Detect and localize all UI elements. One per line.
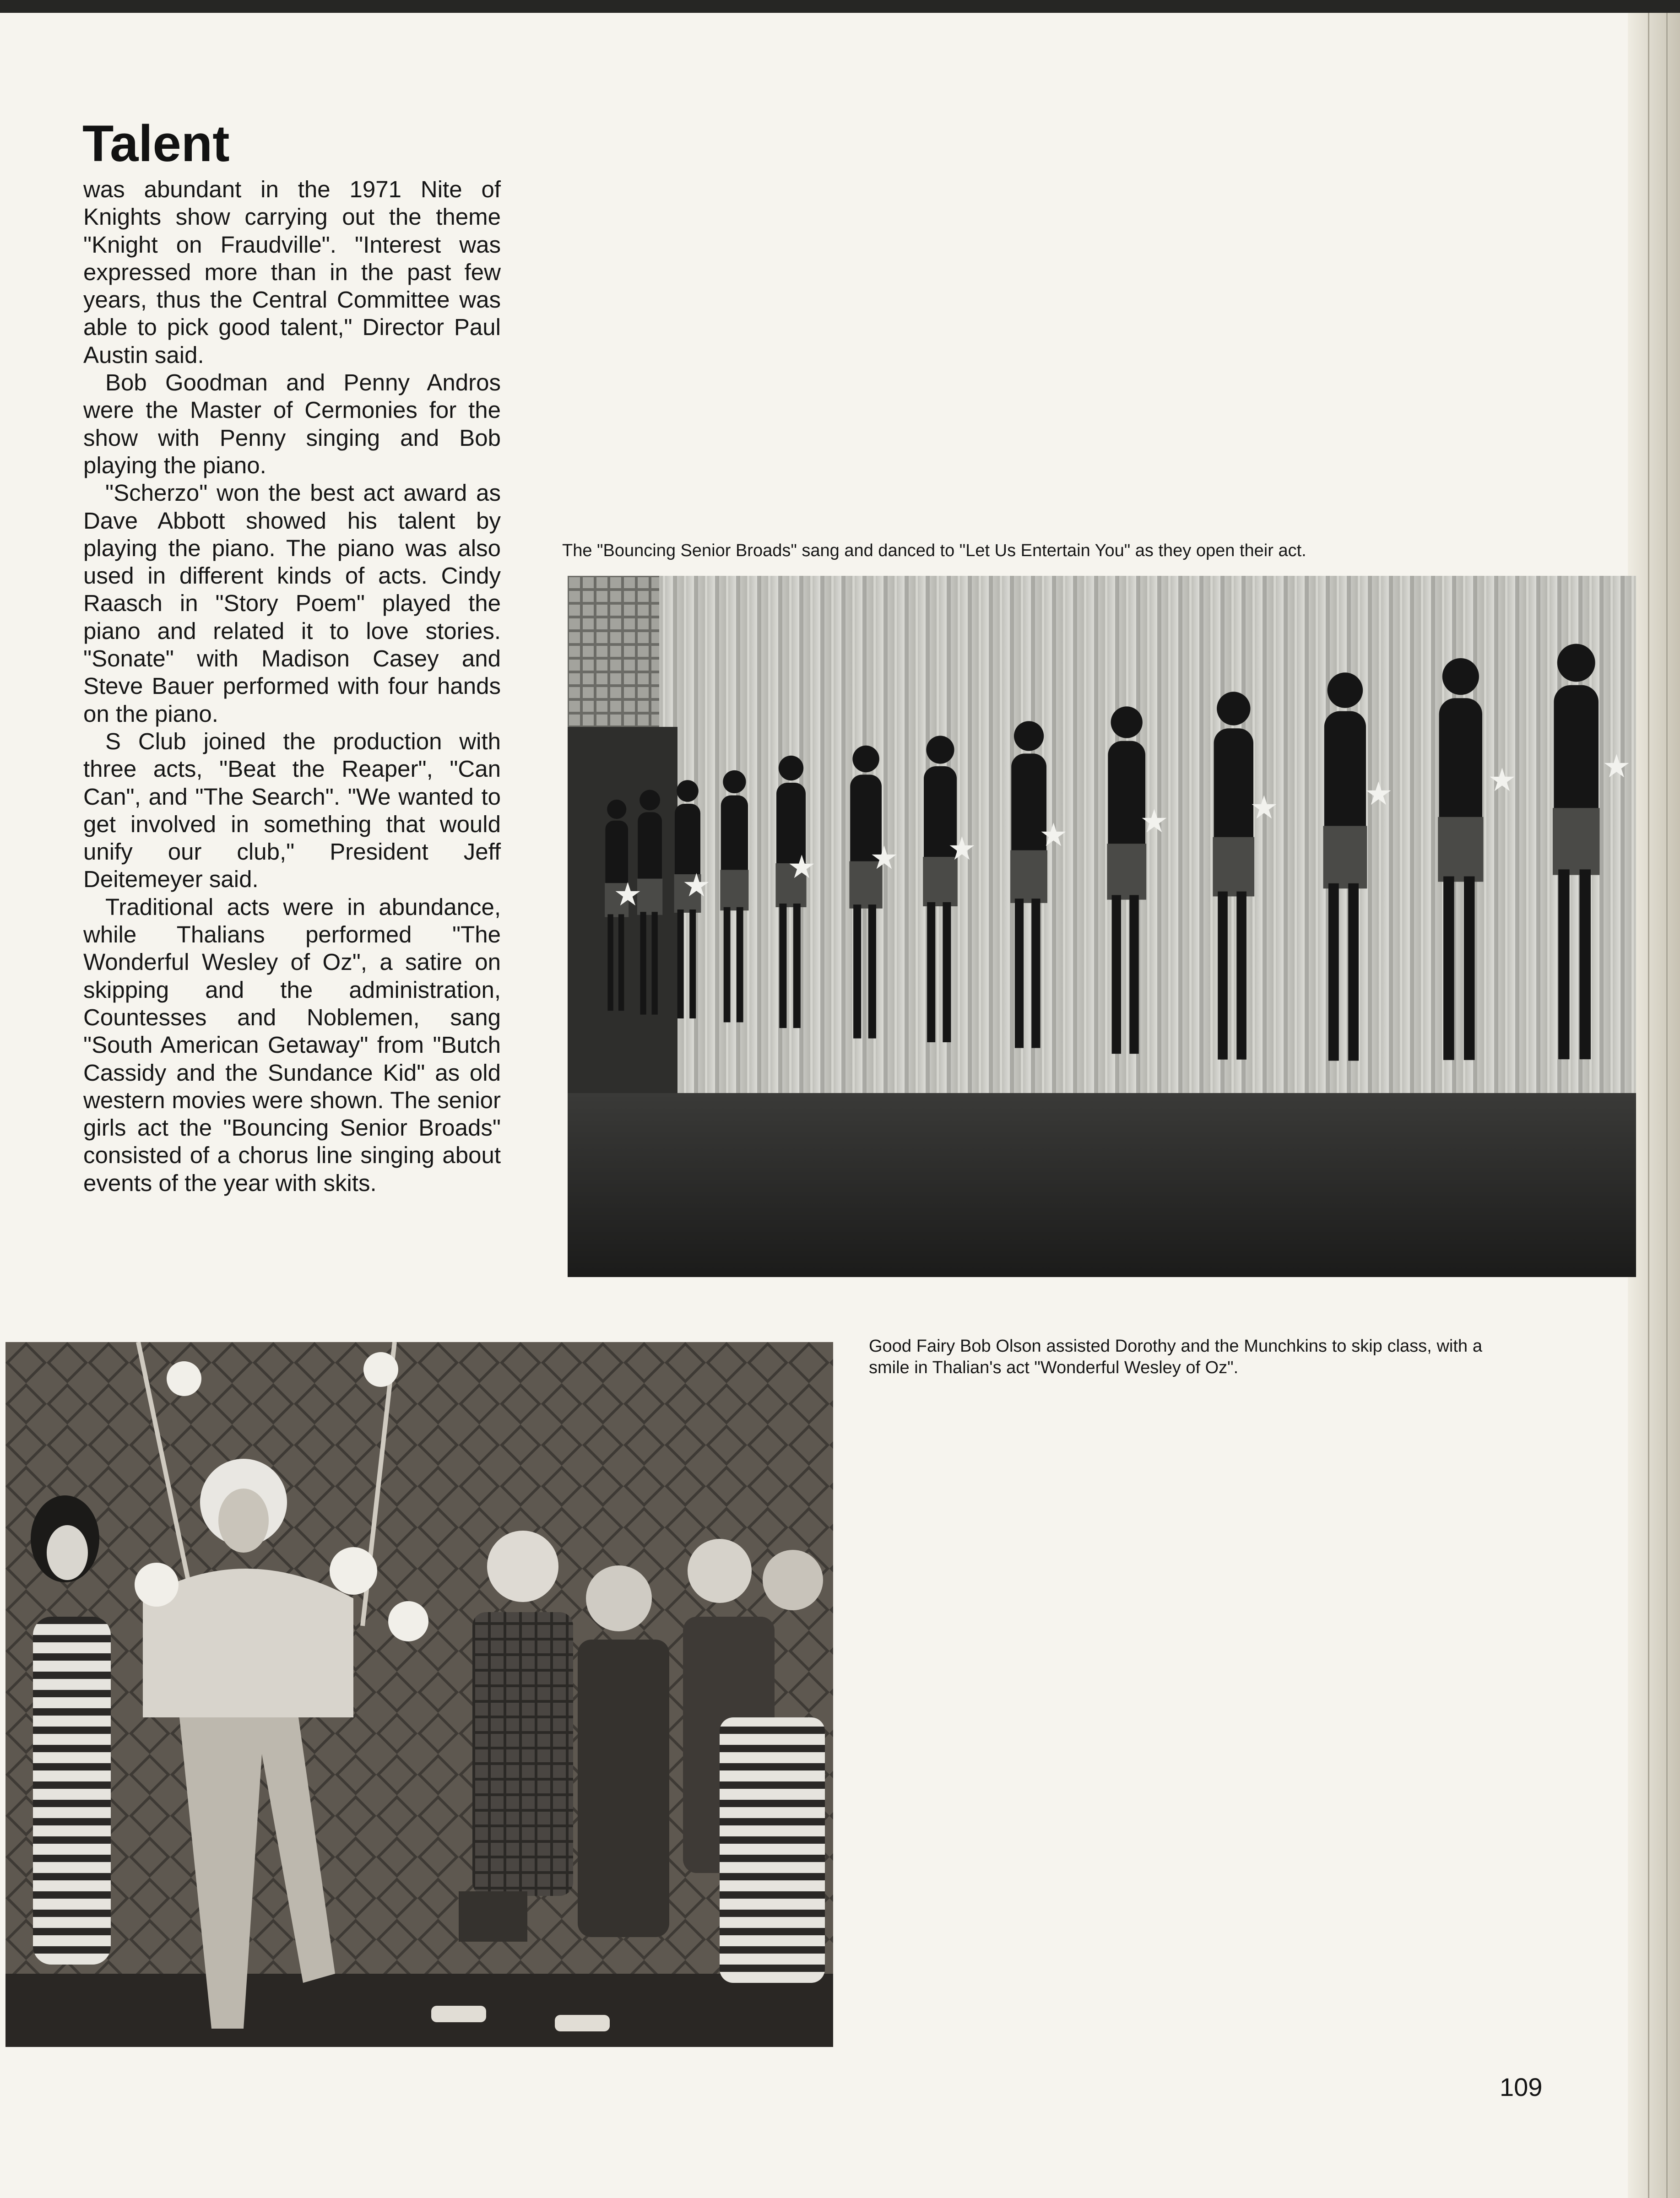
- article-paragraph: S Club joined the production with three acts, "Beat the Reaper", "Can Can", and "The Search". "We wanted to get involved in something that would unify our club," President Jeff Deitemeyer said.: [83, 728, 501, 893]
- svg-text:★: ★: [1364, 775, 1393, 812]
- article-body: [83, 176, 501, 1197]
- article-paragraph: Traditional acts were in abundance, while Thalians performed "The Wonderful Wesley of Oz", a satire on skipping and the administration, Countesses and Noblemen, sang "South American Getaway" from "Butch Cassidy and the Sundance Kid" as old western movies were shown. The senior girls act the "Bouncing Senior Broads" consisted of a chorus line singing about events of the year with skits.: [83, 893, 501, 1196]
- svg-text:★: ★: [1250, 789, 1279, 826]
- svg-text:★: ★: [682, 866, 711, 904]
- article-paragraph: "Scherzo" won the best act award as Dave Abbott showed his talent by playing the piano. The piano was also used in different kinds of acts. Cindy Raasch in "Story Poem" played the piano and related it to love stories. "Sonate" with Madison Casey and Steve Bauer performed with four hands on the piano.: [83, 480, 501, 727]
- svg-text:★: ★: [1140, 802, 1169, 840]
- page-number: 109: [1500, 2073, 1543, 2101]
- oz-act-photo: [5, 1342, 833, 2047]
- article-paragraph: was abundant in the 1971 Nite of Knights show carrying out the theme "Knight on Fraudville". "Interest was expressed more than in the past few years, thus the Central Committee was able to pick good talent," Director Paul Austin said.: [83, 176, 501, 368]
- headline: Talent: [82, 115, 230, 172]
- svg-text:★: ★: [1488, 761, 1517, 799]
- svg-text:★: ★: [1602, 747, 1631, 785]
- svg-text:★: ★: [613, 876, 642, 913]
- chorus-line-photo: [568, 576, 1636, 1277]
- svg-text:★: ★: [870, 839, 899, 877]
- oz-act-caption: Good Fairy Bob Olson assisted Dorothy and the Munchkins to skip class, with a smile in Thalian's act "Wonderful Wesley of Oz".: [869, 1337, 1482, 1377]
- svg-text:★: ★: [787, 848, 816, 886]
- spine-line: [1648, 13, 1649, 2198]
- spine-line: [1666, 13, 1668, 2198]
- page-top-edge: [0, 0, 1680, 13]
- svg-text:★: ★: [1039, 816, 1068, 854]
- svg-text:★: ★: [948, 830, 976, 867]
- chorus-line-caption: The "Bouncing Senior Broads" sang and danced to "Let Us Entertain You" as they open their act.: [562, 541, 1306, 560]
- article-paragraph: Bob Goodman and Penny Andros were the Master of Cermonies for the show with Penny singing and Bob playing the piano.: [83, 369, 501, 478]
